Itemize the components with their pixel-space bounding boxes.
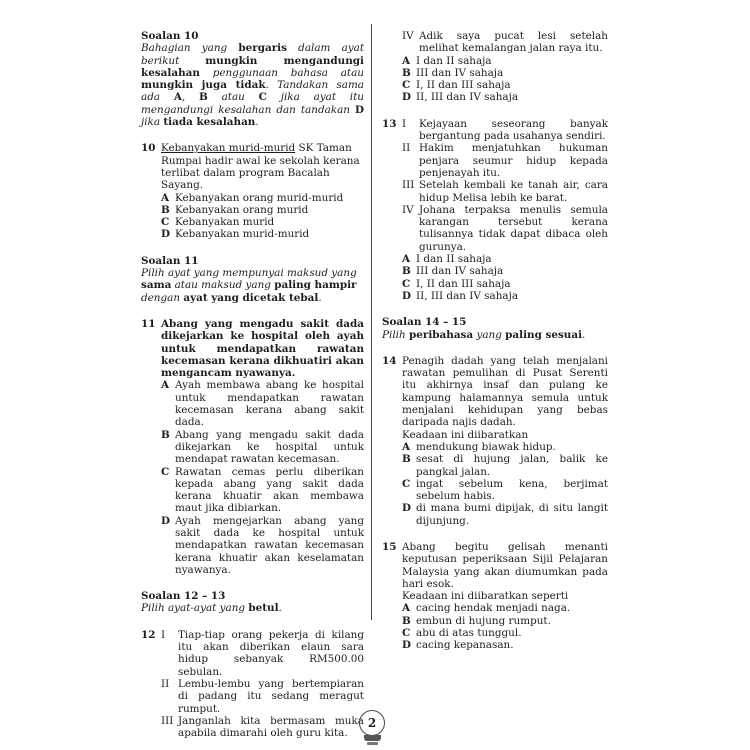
option-d[interactable]: D II, III dan IV sahaja bbox=[402, 289, 519, 302]
statement-ii: II Hakim menjatuhkan hukuman penjara seumur hidup kepada penjenayah itu. bbox=[402, 142, 608, 179]
question-prompt: Keadaan ini diibaratkan seperti bbox=[402, 590, 569, 603]
statement-iii: III Janganlah kita bermasam muka apabila dimarahi oleh guru kita. bbox=[161, 714, 364, 740]
question-prompt: Keadaan ini diibaratkan bbox=[402, 428, 529, 441]
question-number: 13 bbox=[382, 117, 397, 130]
option-d[interactable]: D II, III dan IV sahaja bbox=[402, 91, 519, 104]
option-a[interactable]: A mendukung biawak hidup. bbox=[402, 440, 556, 453]
option-c[interactable]: C Kebanyakan murid bbox=[161, 216, 275, 229]
option-a[interactable]: A Kebanyakan orang murid-murid bbox=[161, 191, 344, 204]
option-b[interactable]: B Abang yang mengadu sakit dada dikejarkan ke hospital untuk mendapat rawatan kecemasan. bbox=[161, 428, 364, 466]
column-divider bbox=[371, 24, 372, 620]
option-a[interactable]: A I dan II sahaja bbox=[402, 253, 492, 266]
section-soalan-12-13 bbox=[141, 590, 364, 615]
right-column bbox=[382, 30, 608, 652]
option-b[interactable]: B embun di hujung rumput. bbox=[402, 614, 551, 627]
option-d[interactable]: D cacing kepanasan. bbox=[402, 639, 514, 652]
question-12 bbox=[141, 629, 364, 740]
bulb-base-icon bbox=[364, 735, 381, 741]
question-stem: Penagih dadah yang telah menjalani rawatan pemulihan di Pusat Serenti itu akhirnya insaf dan pulang ke kampung halamannya semula untuk menjalani kehidupan yang bebas daripada najis dadah. bbox=[402, 354, 608, 429]
section-instruction: Bahagian yang bergaris dalam ayat berikut mungkin mengandungi kesalahan penggunaan bahasa atau mungkin juga tidak. Tandakan sama ada A, B atau C jika ayat itu mengandungi kesalahan dan tandakan D jika tiada kesalahan. bbox=[141, 42, 365, 129]
statement-i: I Tiap-tiap orang pekerja di kilang itu akan diberikan elaun sara hidup sebanyak RM500.00 sebulan. bbox=[161, 628, 364, 678]
option-b[interactable]: B III dan IV sahaja bbox=[402, 265, 504, 278]
section-soalan-11 bbox=[141, 255, 364, 304]
question-10 bbox=[141, 142, 364, 240]
option-a[interactable]: A I dan II sahaja bbox=[402, 54, 492, 67]
section-title: Soalan 14 – 15 bbox=[382, 316, 467, 329]
section-title: Soalan 10 bbox=[141, 30, 199, 42]
question-11 bbox=[141, 318, 364, 576]
option-a[interactable]: A Ayah membawa abang ke hospital untuk mendapatkan rawatan kecemasan kerana abang sakit dada. bbox=[161, 379, 364, 429]
question-number: 14 bbox=[382, 354, 397, 367]
question-stem: Abang begitu gelisah menanti keputusan peperiksaan Sijil Pelajaran Malaysia yang akan diumumkan pada hari esok. bbox=[402, 540, 608, 590]
option-d[interactable]: D Kebanyakan murid-murid bbox=[161, 228, 310, 241]
question-15 bbox=[382, 541, 608, 652]
statement-iv: IV Adik saya pucat lesi setelah melihat kemalangan jalan raya itu. bbox=[402, 30, 608, 55]
option-c[interactable]: C I, II dan III sahaja bbox=[402, 277, 511, 290]
section-title: Soalan 11 bbox=[141, 254, 199, 267]
question-12-continued bbox=[382, 30, 608, 104]
statement-iii: III Setelah kembali ke tanah air, cara hidup Melisa lebih ke barat. bbox=[402, 179, 608, 204]
question-13 bbox=[382, 118, 608, 302]
left-column bbox=[141, 30, 364, 739]
question-stem: Abang yang mengadu sakit dada dikejarkan ke hospital oleh ayah untuk mendapatkan rawatan kecemasan kerana dikhuatiri akan mengancam nyawanya. bbox=[161, 317, 364, 380]
option-c[interactable]: C abu di atas tunggul. bbox=[402, 627, 522, 640]
section-title: Soalan 12 – 13 bbox=[141, 590, 226, 603]
section-soalan-14-15 bbox=[382, 316, 608, 341]
statement-i: I Kejayaan seseorang banyak bergantung pada usahanya sendiri. bbox=[402, 117, 608, 143]
question-stem: Kebanyakan murid-murid SK Taman Rumpai hadir awal ke sekolah kerana terlibat dalam program Bacalah Sayang. bbox=[161, 142, 360, 192]
option-b[interactable]: B Kebanyakan orang murid bbox=[161, 203, 309, 216]
question-14 bbox=[382, 355, 608, 527]
question-number: 11 bbox=[141, 317, 156, 330]
question-number: 10 bbox=[141, 142, 156, 155]
question-number: 12 bbox=[141, 628, 156, 641]
option-d[interactable]: D di mana bumi dipijak, di situ langit dijunjung. bbox=[402, 502, 608, 527]
section-instruction: Pilih peribahasa yang paling sesuai. bbox=[382, 328, 586, 341]
section-soalan-10 bbox=[141, 30, 364, 128]
option-d[interactable]: D Ayah mengejarkan abang yang sakit dada ke hospital untuk mendapatkan rawatan kecemasan kerana khuatir akan keselamatan nyawanya. bbox=[161, 514, 364, 576]
bulb-tip-icon bbox=[367, 742, 378, 745]
option-c[interactable]: C Rawatan cemas perlu diberikan kepada abang yang sakit dada kerana khuatir akan membawa maut jika dibiarkan. bbox=[161, 465, 364, 515]
option-c[interactable]: C I, II dan III sahaja bbox=[402, 79, 511, 92]
section-instruction: Pilih ayat yang mempunyai maksud yang sama atau maksud yang paling hampir dengan ayat yang dicetak tebal. bbox=[141, 267, 357, 304]
page-number-bulb-icon: 2 bbox=[359, 710, 385, 736]
option-a[interactable]: A cacing hendak menjadi naga. bbox=[402, 602, 571, 615]
option-c[interactable]: C ingat sebelum kena, berjimat sebelum habis. bbox=[402, 477, 608, 503]
section-instruction: Pilih ayat-ayat yang betul. bbox=[141, 602, 282, 615]
option-b[interactable]: B III dan IV sahaja bbox=[402, 66, 504, 79]
question-number: 15 bbox=[382, 540, 397, 553]
option-b[interactable]: B sesat di hujung jalan, balik ke pangkal jalan. bbox=[402, 453, 608, 478]
statement-ii: II Lembu-lembu yang bertempiaran di padang itu sedang meragut rumput. bbox=[161, 677, 364, 715]
statement-iv: IV Johana terpaksa menulis semula karangan tersebut kerana tulisannya tidak dapat dibaca oleh gurunya. bbox=[402, 203, 608, 253]
